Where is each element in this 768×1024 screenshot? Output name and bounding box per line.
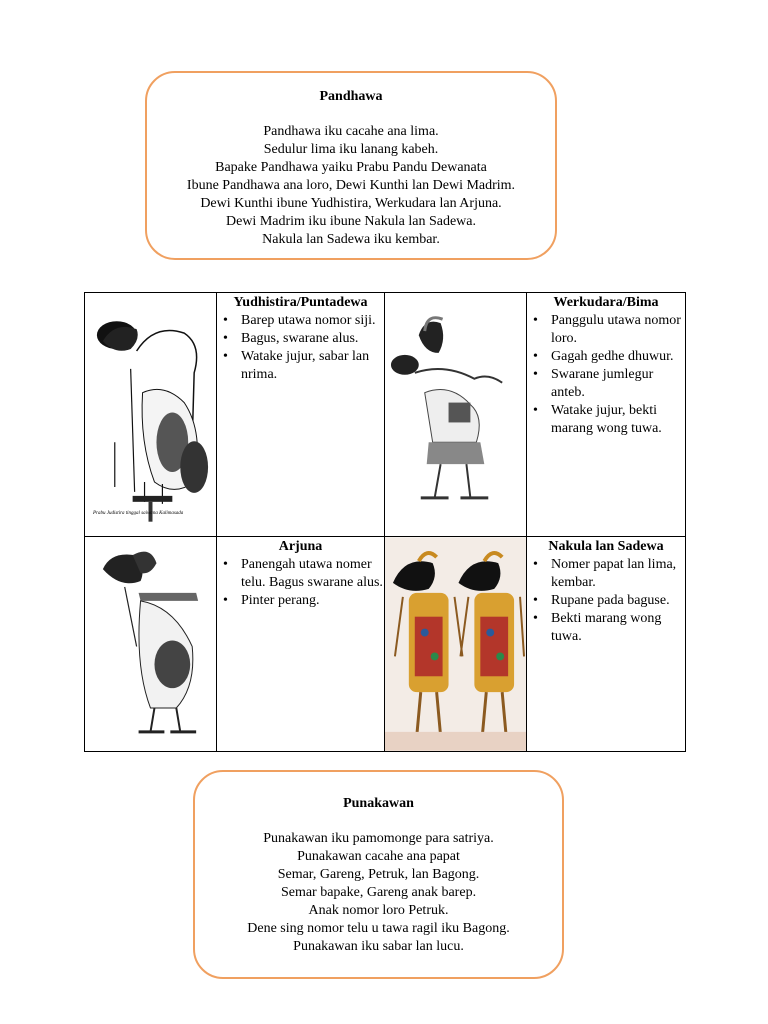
nakula-sadewa-traits xyxy=(527,556,685,646)
trait-item: • Panengah utawa nomer telu. Bagus swarane alus. xyxy=(241,556,384,592)
arjuna-image-cell xyxy=(85,537,217,752)
trait-item: • Watake jujur, sabar lan nrima. xyxy=(241,348,384,384)
trait-item: • Barep utawa nomor siji. xyxy=(241,312,384,330)
character-table xyxy=(84,292,686,752)
pandhawa-line: Dewi Madrim iku ibune Nakula lan Sadewa. xyxy=(226,214,476,229)
werkudara-title: Werkudara/Bima xyxy=(553,295,659,310)
pandhawa-title: Pandhawa xyxy=(319,89,383,104)
punakawan-line: Semar, Gareng, Petruk, lan Bagong. xyxy=(277,867,480,882)
arjuna-info-cell xyxy=(217,537,385,752)
punakawan-line: Dene sing nomor telu u tawa ragil iku Bagong. xyxy=(247,921,510,936)
arjuna-title: Arjuna xyxy=(278,539,323,554)
yudhistira-caption: Prabu Judistira tinggal saiwana Kalimasada xyxy=(93,511,184,516)
yudhistira-image-cell xyxy=(85,293,217,537)
pandhawa-line: Ibune Pandhawa ana loro, Dewi Kunthi lan Dewi Madrim. xyxy=(186,178,516,193)
nakula-sadewa-image-cell xyxy=(385,537,527,752)
nakula-sadewa-wayang-photo xyxy=(385,537,526,751)
yudhistira-traits xyxy=(217,312,384,384)
trait-item: • Nomer papat lan lima, kembar. xyxy=(551,556,685,592)
trait-item: • Bagus, swarane alus. xyxy=(241,330,384,348)
nakula-sadewa-title: Nakula lan Sadewa xyxy=(548,539,664,554)
yudhistira-wayang-image xyxy=(85,293,216,536)
pandhawa-box xyxy=(145,71,557,260)
punakawan-line: Semar bapake, Gareng anak barep. xyxy=(280,885,477,900)
pandhawa-line: Sedulur lima iku lanang kabeh. xyxy=(263,142,439,157)
yudhistira-info-cell xyxy=(217,293,385,537)
pandhawa-line: Dewi Kunthi ibune Yudhistira, Werkudara lan Arjuna. xyxy=(200,196,502,211)
punakawan-box xyxy=(193,770,564,979)
trait-item: • Pinter perang. xyxy=(241,592,384,610)
pandhawa-line: Bapake Pandhawa yaiku Prabu Pandu Dewanata xyxy=(215,160,487,175)
pandhawa-line: Pandhawa iku cacahe ana lima. xyxy=(263,124,439,139)
yudhistira-title: Yudhistira/Puntadewa xyxy=(233,295,368,310)
punakawan-line: Punakawan cacahe ana papat xyxy=(297,849,460,864)
arjuna-traits xyxy=(217,556,384,610)
werkudara-traits xyxy=(527,312,685,438)
pandhawa-line: Nakula lan Sadewa iku kembar. xyxy=(262,232,440,247)
trait-item: • Bekti marang wong tuwa. xyxy=(551,610,685,646)
trait-item: • Watake jujur, bekti marang wong tuwa. xyxy=(551,402,685,438)
nakula-sadewa-info-cell xyxy=(527,537,686,752)
punakawan-title: Punakawan xyxy=(343,796,414,811)
punakawan-line: Punakawan iku pamomonge para satriya. xyxy=(263,831,494,846)
arjuna-wayang-image xyxy=(85,537,216,751)
werkudara-image-cell xyxy=(385,293,527,537)
trait-item: • Gagah gedhe dhuwur. xyxy=(551,348,685,366)
trait-item: • Rupane pada baguse. xyxy=(551,592,685,610)
punakawan-line: Punakawan iku sabar lan lucu. xyxy=(293,939,464,954)
werkudara-wayang-image xyxy=(385,293,526,536)
punakawan-text xyxy=(195,830,562,956)
werkudara-info-cell xyxy=(527,293,686,537)
pandhawa-text xyxy=(147,123,555,249)
trait-item: • Swarane jumlegur anteb. xyxy=(551,366,685,402)
trait-item: • Panggulu utawa nomor loro. xyxy=(551,312,685,348)
punakawan-line: Anak nomor loro Petruk. xyxy=(308,903,449,918)
